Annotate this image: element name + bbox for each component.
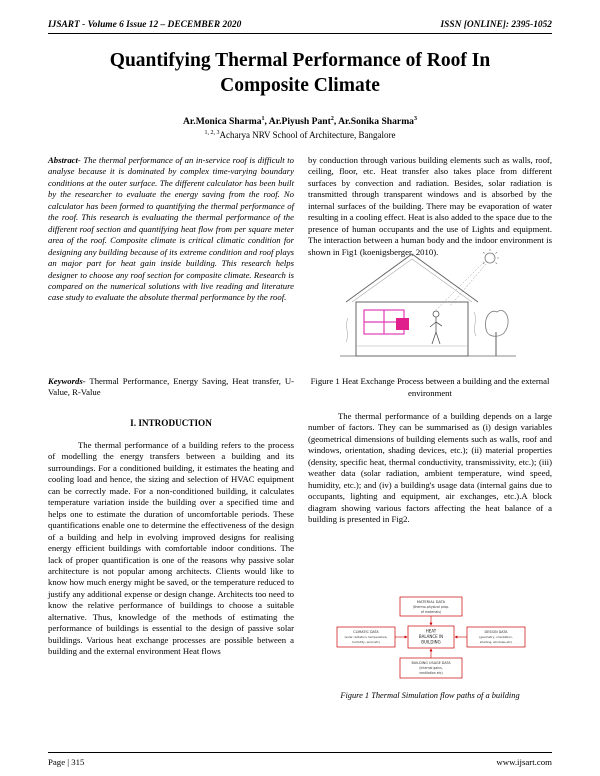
climatic-data-box <box>337 627 395 647</box>
author-2: , Ar.Piyush Pant <box>264 116 331 127</box>
lit-window-pane <box>396 318 409 330</box>
occupant-icon <box>430 311 442 344</box>
journal-website: www.ijsart.com <box>496 757 552 767</box>
design-data-line3: shading, windows etc) <box>479 640 513 644</box>
tree-icon <box>485 310 508 356</box>
roof-inner-line <box>352 259 472 302</box>
right-column-bottom <box>308 411 552 526</box>
affiliation <box>60 130 540 140</box>
affiliation-text: Acharya NRV School of Architecture, Bangalore <box>219 130 396 140</box>
heat-balance-line2: BALANCE IN <box>418 634 444 639</box>
right-paragraph-2: The thermal performance of a building depends on a large number of factors. They can be summarised as (i) design variables (geometrical dimensions of building elements such as walls, roof and windows, orientation, shading devices, etc.); (ii) material properties (density, specific heat, thermal conductivity, transmissivity, etc.); (iii) weather data (solar radiation, ambient temperature, wind speed, humidity, etc.); and (iv) a building's usage data (internal gains due to occupants, lighting and equipment, air exchanges, etc.).A block diagram showing various factors affecting the heat balance of a building is presented in Fig2. <box>308 411 552 525</box>
journal-header: IJSART - Volume 6 Issue 12 – DECEMBER 2020 <box>48 20 242 30</box>
solar-ray-lines <box>436 262 486 310</box>
author-3: , Ar.Sonika Sharma <box>333 116 414 127</box>
figure-1-caption: Figure 1 Heat Exchange Process between a building and the external environment <box>310 376 550 398</box>
design-data-box <box>467 627 525 647</box>
design-data-line2: (geometry, orientation, <box>479 635 513 639</box>
abstract-label: Abstract- <box>48 155 81 165</box>
abstract-text: The thermal performance of an in-service roof is difficult to analyse because it is dominated by complex time-varying boundary conditions at the outer surface. The different calculator has been built by the researcher to evaluate the energy saving from the roof. No calculator has been formed to quantifying the thermal performance of the roof. This research is evaluating the thermal performance of the different roof section and quantifying heat flow from per square meter area of the roof. Composite climate is critical climatic condition for designing any building because of its extreme condition and roof plays an major part for heat gain inside building. This research helps designer to choose any roof section for composite climate. Research is compared on the numerical solutions with live reading and literature case study to evaluate the absolute thermal performance by the roof. <box>48 155 294 303</box>
usage-data-box <box>400 658 462 678</box>
figure-2-caption: Figure 1 Thermal Simulation flow paths of a building <box>340 691 520 700</box>
header-rule <box>48 33 552 34</box>
roof-outline <box>346 254 478 302</box>
material-data-line3: of materials) <box>420 610 442 614</box>
climatic-data-title: CLIMATIC DATA <box>353 630 379 634</box>
right-column-top <box>308 155 552 258</box>
author-3-sup: 3 <box>413 115 417 122</box>
usage-data-line3: ventilation etc) <box>419 671 443 675</box>
title-line-2: Composite Climate <box>220 75 380 96</box>
climatic-data-line3: humidity, wind etc) <box>352 640 380 644</box>
heat-balance-line3: BUILDING <box>421 639 441 645</box>
keywords <box>48 376 294 399</box>
material-data-title: MATERIAL DATA <box>416 600 446 604</box>
author-1: Ar.Monica Sharma <box>183 116 262 127</box>
usage-data-title: BUILDING USAGE DATA <box>411 661 451 665</box>
figure-2-block-diagram <box>336 596 526 680</box>
paper-title <box>60 48 540 98</box>
keywords-text: Thermal Performance, Energy Saving, Heat transfer, U-Value, R-Value <box>48 376 294 398</box>
heat-flow-arrows <box>346 312 476 342</box>
page-number: Page | 315 <box>48 757 85 767</box>
abstract <box>48 155 294 304</box>
climatic-data-line2: (solar radiation, temperature, <box>344 635 388 639</box>
heat-balance-line1: HEAT <box>425 628 437 634</box>
right-paragraph-1: by conduction through various building elements such as walls, roof, ceiling, floor, etc. Heat transfer also takes place from different surfaces by convection and radiation. Besides, solar radiation is transmitted through transparent windows and is absorbed by the internal surfaces of the building. There may be evaporation of water resulting in a cooling effect. Heat is also added to the space due to the presence of human occupants and the use of Lights and equipment. The interaction between a human body and the indoor environment is shown in Fig1 (koenigsberger, 2010). <box>308 155 552 257</box>
keywords-label: Keywords- <box>48 376 86 386</box>
issn-header: ISSN [ONLINE]: 2395-1052 <box>440 20 552 30</box>
author-2-sup: 2 <box>330 115 334 122</box>
intro-paragraph: The thermal performance of a building refers to the process of modelling the energy transfers between a building and its surroundings. For a conditioned building, it estimates the heating and cooling load and hence, the sizing and selection of HVAC equipment can be correctly made. For a non-conditioned building, it calculates temperature variation inside the building over a specified time and helps one to estimate the duration of uncomfortable periods. These quantifications enable one to determine the effectiveness of the design of a building and help in evolving improved designs for realising energy efficient buildings with comfortable indoor conditions. The lack of proper quantification is one of the reasons why passive solar architecture is not popular among architects. Clients would like to know how much energy might be saved, or the temperature reduced to justify any additional expense or design change. Architects too need to know the relative performance of buildings to choose a suitable alternative. Thus, knowledge of the methods of estimating the performance of buildings is essential to the design of passive solar buildings. Various heat exchange processes are possible between a building and the external environment Heat flows <box>48 440 294 657</box>
material-data-box <box>400 597 462 616</box>
section-heading: I. INTRODUCTION <box>130 418 212 428</box>
usage-data-line2: (internal gains, <box>419 666 443 670</box>
footer-rule <box>48 752 552 753</box>
author-1-sup: 1 <box>261 115 265 122</box>
affiliation-sup: 1, 2, 3 <box>204 130 220 136</box>
sun-icon <box>483 249 499 264</box>
heat-balance-box <box>408 626 454 648</box>
design-data-title: DESIGN DATA <box>484 630 508 634</box>
intro-body <box>48 440 294 658</box>
author-list <box>60 116 540 127</box>
title-line-1: Quantifying Thermal Performance of Roof In <box>109 50 491 71</box>
material-data-line2: (thermo-physical prop. <box>412 605 450 609</box>
figure-1-house-diagram <box>340 248 516 370</box>
